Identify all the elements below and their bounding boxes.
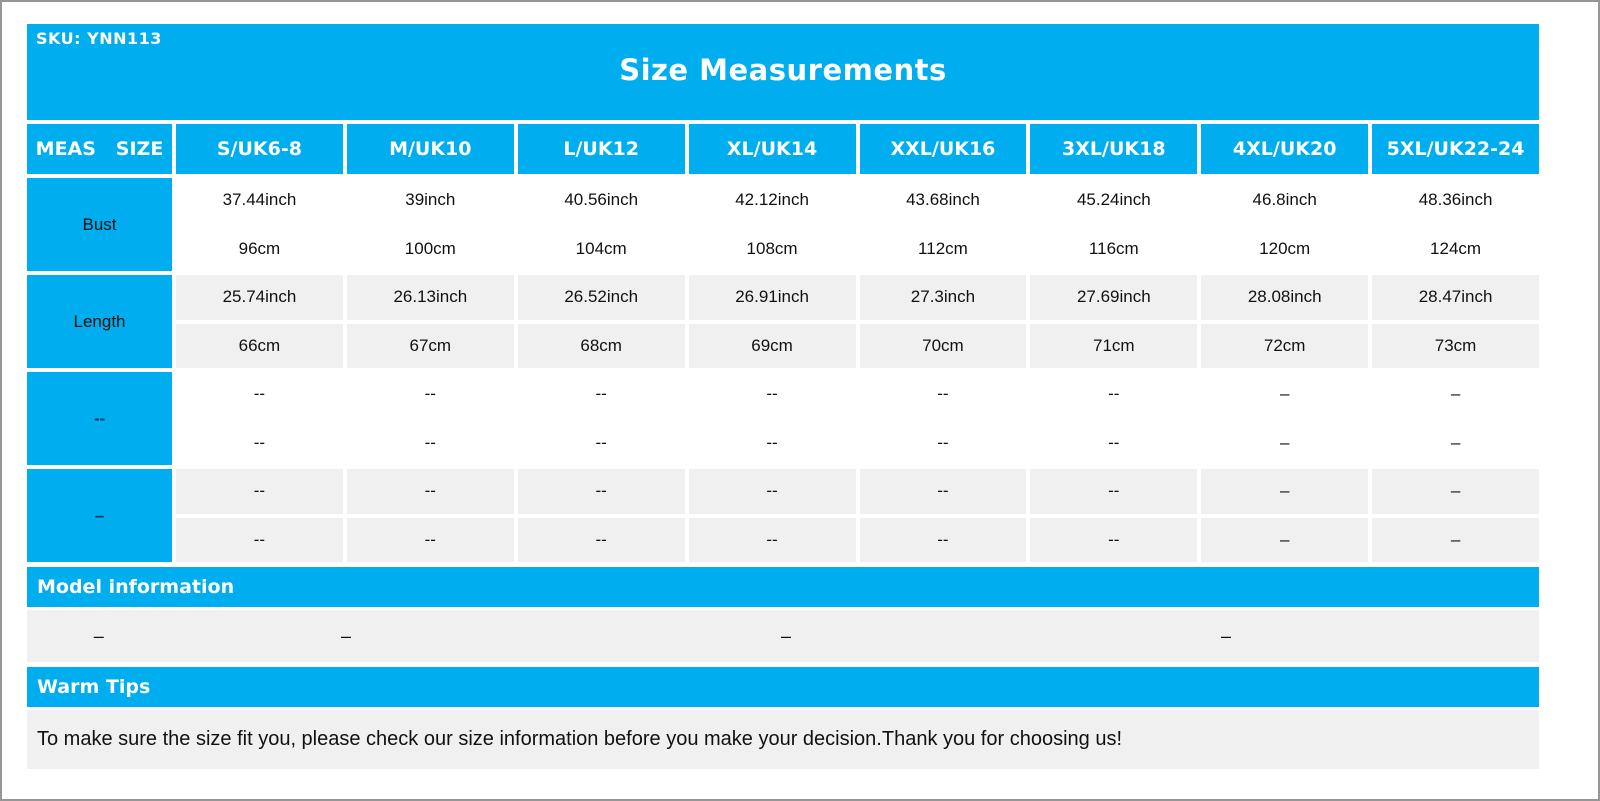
model-info-value: – bbox=[1220, 625, 1231, 646]
bust-inch-cell: 40.56inch bbox=[518, 178, 685, 223]
row-label-length: Length bbox=[27, 275, 172, 368]
bust-inch-cell: 39inch bbox=[347, 178, 514, 223]
placeholder2-inch-cell: -- bbox=[518, 469, 685, 514]
length-cm-cell: 67cm bbox=[347, 324, 514, 369]
bust-cm-cell: 100cm bbox=[347, 227, 514, 272]
placeholder2-inch-cell: – bbox=[1372, 469, 1539, 514]
placeholder1-cm-cell: -- bbox=[347, 421, 514, 466]
length-inch-cell: 27.3inch bbox=[860, 275, 1027, 320]
model-information-row bbox=[27, 610, 1539, 662]
length-inch-cell: 25.74inch bbox=[176, 275, 343, 320]
placeholder2-cm-cell: -- bbox=[860, 518, 1027, 563]
placeholder1-cm-cell: -- bbox=[1030, 421, 1197, 466]
row-label-bust: Bust bbox=[27, 178, 172, 271]
model-info-value: – bbox=[780, 625, 791, 646]
placeholder1-cm-cell: – bbox=[1372, 421, 1539, 466]
bust-cm-cell: 116cm bbox=[1030, 227, 1197, 272]
warm-tips-text: To make sure the size fit you, please check our size information before you make your decision.Thank you for choosing us! bbox=[27, 710, 1539, 769]
column-header-4xl: 4XL/UK20 bbox=[1201, 124, 1368, 174]
column-header-5xl: 5XL/UK22-24 bbox=[1372, 124, 1539, 174]
placeholder1-inch-cell: -- bbox=[347, 372, 514, 417]
model-information-header: Model information bbox=[27, 567, 1539, 607]
model-info-value: – bbox=[93, 625, 104, 646]
placeholder2-inch-cell: -- bbox=[860, 469, 1027, 514]
placeholder1-inch-cell: – bbox=[1372, 372, 1539, 417]
placeholder1-cm-cell: -- bbox=[689, 421, 856, 466]
placeholder2-cm-cell: -- bbox=[689, 518, 856, 563]
placeholder1-inch-cell: -- bbox=[1030, 372, 1197, 417]
warm-tips-header: Warm Tips bbox=[27, 667, 1539, 707]
length-cm-cell: 71cm bbox=[1030, 324, 1197, 369]
placeholder2-inch-cell: -- bbox=[347, 469, 514, 514]
placeholder2-cm-cell: – bbox=[1201, 518, 1368, 563]
placeholder2-inch-cell: -- bbox=[1030, 469, 1197, 514]
length-cm-cell: 72cm bbox=[1201, 324, 1368, 369]
placeholder2-cm-cell: -- bbox=[518, 518, 685, 563]
row-label-placeholder-1: -- bbox=[27, 372, 172, 465]
placeholder2-cm-cell: -- bbox=[347, 518, 514, 563]
placeholder2-inch-cell: -- bbox=[689, 469, 856, 514]
bust-cm-cell: 120cm bbox=[1201, 227, 1368, 272]
length-cm-cell: 70cm bbox=[860, 324, 1027, 369]
length-inch-cell: 26.91inch bbox=[689, 275, 856, 320]
model-info-value: – bbox=[341, 625, 352, 646]
placeholder2-inch-cell: -- bbox=[176, 469, 343, 514]
length-cm-cell: 68cm bbox=[518, 324, 685, 369]
placeholder1-cm-cell: -- bbox=[518, 421, 685, 466]
column-header-l: L/UK12 bbox=[518, 124, 685, 174]
header-banner bbox=[27, 24, 1539, 120]
length-inch-cell: 28.08inch bbox=[1201, 275, 1368, 320]
placeholder1-cm-cell: -- bbox=[860, 421, 1027, 466]
bust-inch-cell: 45.24inch bbox=[1030, 178, 1197, 223]
column-header-xxl: XXL/UK16 bbox=[860, 124, 1027, 174]
column-header-m: M/UK10 bbox=[347, 124, 514, 174]
bust-inch-cell: 46.8inch bbox=[1201, 178, 1368, 223]
corner-header-meas-size: MEAS SIZE bbox=[27, 124, 172, 174]
bust-inch-cell: 42.12inch bbox=[689, 178, 856, 223]
bust-cm-cell: 104cm bbox=[518, 227, 685, 272]
size-table bbox=[27, 124, 1539, 562]
bust-cm-cell: 96cm bbox=[176, 227, 343, 272]
column-header-s: S/UK6-8 bbox=[176, 124, 343, 174]
bust-cm-cell: 112cm bbox=[860, 227, 1027, 272]
column-header-xl: XL/UK14 bbox=[689, 124, 856, 174]
length-cm-cell: 73cm bbox=[1372, 324, 1539, 369]
placeholder2-cm-cell: -- bbox=[1030, 518, 1197, 563]
page-title: Size Measurements bbox=[619, 53, 947, 87]
bust-inch-cell: 48.36inch bbox=[1372, 178, 1539, 223]
placeholder1-inch-cell: – bbox=[1201, 372, 1368, 417]
length-cm-cell: 66cm bbox=[176, 324, 343, 369]
placeholder1-cm-cell: – bbox=[1201, 421, 1368, 466]
column-header-3xl: 3XL/UK18 bbox=[1030, 124, 1197, 174]
length-inch-cell: 26.52inch bbox=[518, 275, 685, 320]
length-inch-cell: 26.13inch bbox=[347, 275, 514, 320]
sku-label: SKU: YNN113 bbox=[36, 29, 162, 48]
placeholder2-cm-cell: – bbox=[1372, 518, 1539, 563]
placeholder1-inch-cell: -- bbox=[860, 372, 1027, 417]
length-cm-cell: 69cm bbox=[689, 324, 856, 369]
placeholder2-inch-cell: – bbox=[1201, 469, 1368, 514]
placeholder2-cm-cell: -- bbox=[176, 518, 343, 563]
placeholder1-inch-cell: -- bbox=[518, 372, 685, 417]
bust-inch-cell: 43.68inch bbox=[860, 178, 1027, 223]
bust-cm-cell: 124cm bbox=[1372, 227, 1539, 272]
bust-inch-cell: 37.44inch bbox=[176, 178, 343, 223]
length-inch-cell: 27.69inch bbox=[1030, 275, 1197, 320]
bust-cm-cell: 108cm bbox=[689, 227, 856, 272]
placeholder1-inch-cell: -- bbox=[176, 372, 343, 417]
length-inch-cell: 28.47inch bbox=[1372, 275, 1539, 320]
placeholder1-inch-cell: -- bbox=[689, 372, 856, 417]
placeholder1-cm-cell: -- bbox=[176, 421, 343, 466]
row-label-placeholder-2: – bbox=[27, 469, 172, 562]
